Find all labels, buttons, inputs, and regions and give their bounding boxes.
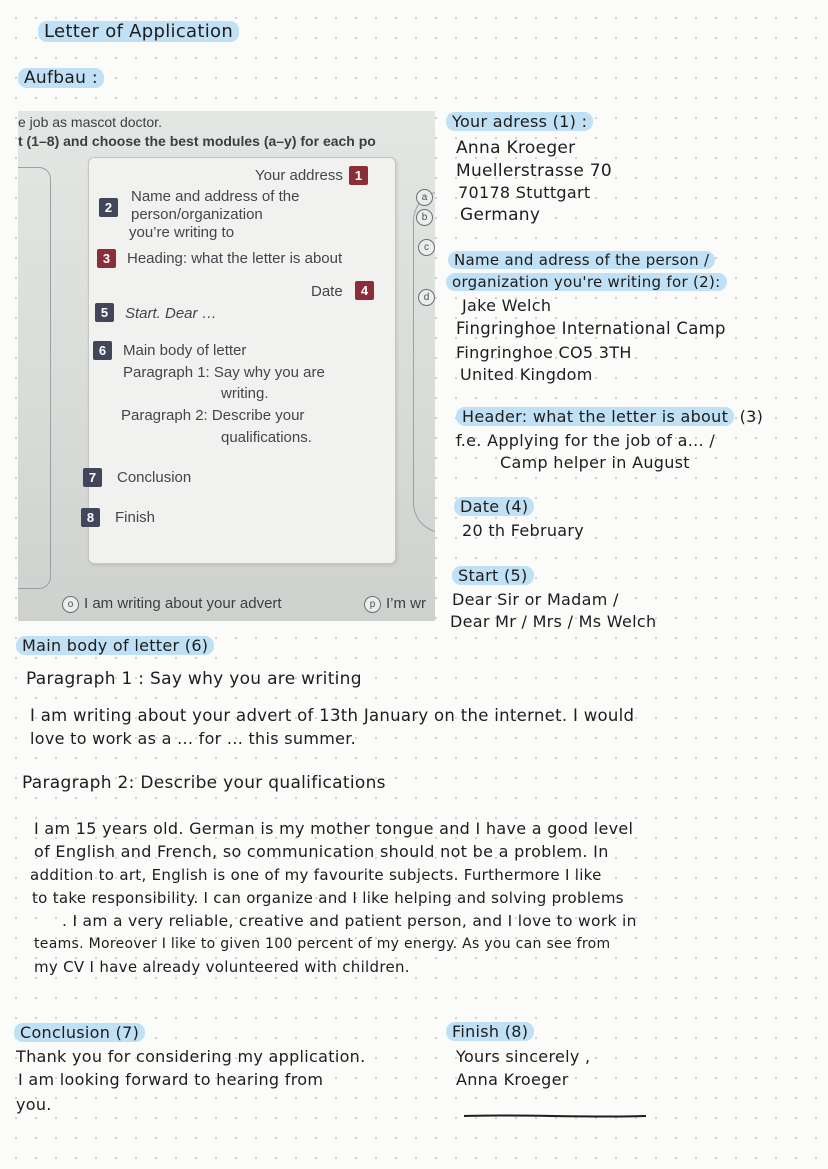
page-title	[38, 21, 239, 43]
date-label	[454, 496, 534, 518]
paragraph1-label: Paragraph 1 : Say why you are writing	[26, 669, 362, 689]
main-body-label	[16, 635, 214, 657]
paragraph2-line-7: my CV I have already volunteered with children.	[34, 958, 410, 976]
address-line-3: 70178 Stuttgart	[458, 183, 591, 202]
paragraph2-line-6: teams. Moreover I like to given 100 percent of my energy. As you can see from	[34, 936, 611, 952]
badge-6: 6	[93, 341, 112, 360]
module-circle-d: d	[418, 289, 435, 306]
recipient-line-4: United Kingdom	[460, 365, 593, 384]
letter-structure-card	[88, 157, 396, 564]
recipient-label-2	[446, 272, 727, 293]
address-line-4: Germany	[460, 205, 541, 225]
card-heading: Heading: what the letter is about	[127, 250, 343, 267]
recipient-line-2: Fingringhoe International Camp	[456, 319, 726, 338]
header-example-2: Camp helper in August	[500, 453, 690, 472]
section-label-text: Aufbau :	[18, 68, 104, 88]
address-line-1: Anna Kroeger	[456, 138, 576, 158]
header-label	[456, 406, 763, 428]
date-value: 20 th February	[462, 521, 585, 540]
photo-left-bracket	[18, 167, 51, 589]
finish-label-text: Finish (8)	[446, 1022, 534, 1041]
paragraph2-label: Paragraph 2: Describe your qualifications	[22, 773, 386, 793]
conclusion-line-3: you.	[16, 1095, 52, 1114]
main-body-label-text: Main body of letter (6)	[16, 636, 214, 655]
card-p1b: writing.	[221, 385, 269, 402]
card-name-line3: you’re writing to	[129, 224, 235, 241]
finish-line-1: Yours sincerely ,	[456, 1047, 591, 1066]
start-line-2: Dear Mr / Mrs / Ms Welch	[450, 612, 657, 631]
card-start: Start. Dear …	[125, 305, 217, 322]
card-conclusion: Conclusion	[117, 469, 192, 486]
recipient-line-3: Fingringhoe CO5 3TH	[456, 343, 632, 362]
badge-5: 5	[95, 303, 114, 322]
title-text: Letter of Application	[38, 21, 239, 42]
header-label-text: Header: what the letter is about	[456, 407, 734, 426]
textbook-photo	[18, 111, 435, 621]
recipient-label-2-text: organization you're writing for (2):	[446, 273, 727, 291]
card-name-line1: Name and address of the	[131, 188, 300, 205]
badge-8: 8	[81, 508, 100, 527]
module-circle-b: b	[416, 209, 433, 226]
date-label-text: Date (4)	[454, 497, 534, 516]
photo-top-line1: e job as mascot doctor.	[18, 114, 162, 130]
card-finish: Finish	[115, 509, 156, 526]
paragraph1-line-2: love to work as a ... for ... this summer.	[30, 729, 357, 748]
card-p2b: qualifications.	[221, 429, 312, 446]
module-circle-p: p	[364, 596, 381, 613]
finish-label	[446, 1021, 534, 1043]
recipient-label-1-text: Name and adress of the person /	[448, 251, 715, 269]
badge-1: 1	[349, 166, 368, 185]
paragraph2-line-5: . I am a very reliable, creative and patient person, and I love to work in	[62, 912, 637, 930]
address-label	[446, 111, 593, 133]
badge-2: 2	[99, 198, 118, 217]
module-circle-c: c	[418, 239, 435, 256]
start-line-1: Dear Sir or Madam /	[452, 590, 619, 609]
photo-top-line2: t (1–8) and choose the best modules (a–y) for each po	[18, 133, 376, 149]
conclusion-label-text: Conclusion (7)	[14, 1023, 145, 1042]
recipient-line-1: Jake Welch	[462, 296, 552, 315]
address-label-text: Your adress (1) :	[446, 112, 593, 131]
conclusion-line-1: Thank you for considering my application.	[16, 1047, 366, 1066]
module-circle-a: a	[416, 189, 433, 206]
start-label-text: Start (5)	[452, 566, 534, 585]
recipient-label-1	[448, 250, 715, 271]
paragraph2-line-4: to take responsibility. I can organize and I like helping and solving problems	[32, 889, 624, 907]
badge-7: 7	[83, 468, 102, 487]
conclusion-label	[14, 1022, 145, 1044]
start-label	[452, 565, 534, 587]
card-main-body: Main body of letter	[123, 342, 247, 359]
badge-3: 3	[97, 249, 116, 268]
card-your-address: Your address	[255, 167, 343, 184]
card-date: Date	[311, 283, 343, 300]
header-example-1: f.e. Applying for the job of a... /	[456, 431, 716, 450]
card-p2a: Paragraph 2: Describe your	[121, 407, 305, 424]
paragraph2-line-3: addition to art, English is one of my favourite subjects. Furthermore I like	[30, 866, 602, 884]
module-o-text: I am writing about your advert	[84, 595, 282, 612]
card-p1a: Paragraph 1: Say why you are	[123, 364, 325, 381]
module-p-text: I’m wr	[386, 595, 426, 612]
signature-underline	[462, 1113, 648, 1119]
paragraph1-line-1: I am writing about your advert of 13th January on the internet. I would	[30, 706, 635, 725]
address-line-2: Muellerstrasse 70	[456, 161, 613, 181]
paragraph2-line-2: of English and French, so communication should not be a problem. In	[34, 842, 609, 861]
card-name-line2: person/organization	[131, 206, 263, 223]
paragraph2-line-1: I am 15 years old. German is my mother tongue and I have a good level	[34, 819, 634, 838]
module-circle-o: o	[62, 596, 79, 613]
section-label	[18, 67, 104, 89]
finish-line-2: Anna Kroeger	[456, 1070, 569, 1089]
badge-4: 4	[355, 281, 374, 300]
header-label-num: (3)	[739, 407, 764, 426]
conclusion-line-2: I am looking forward to hearing from	[18, 1070, 324, 1089]
